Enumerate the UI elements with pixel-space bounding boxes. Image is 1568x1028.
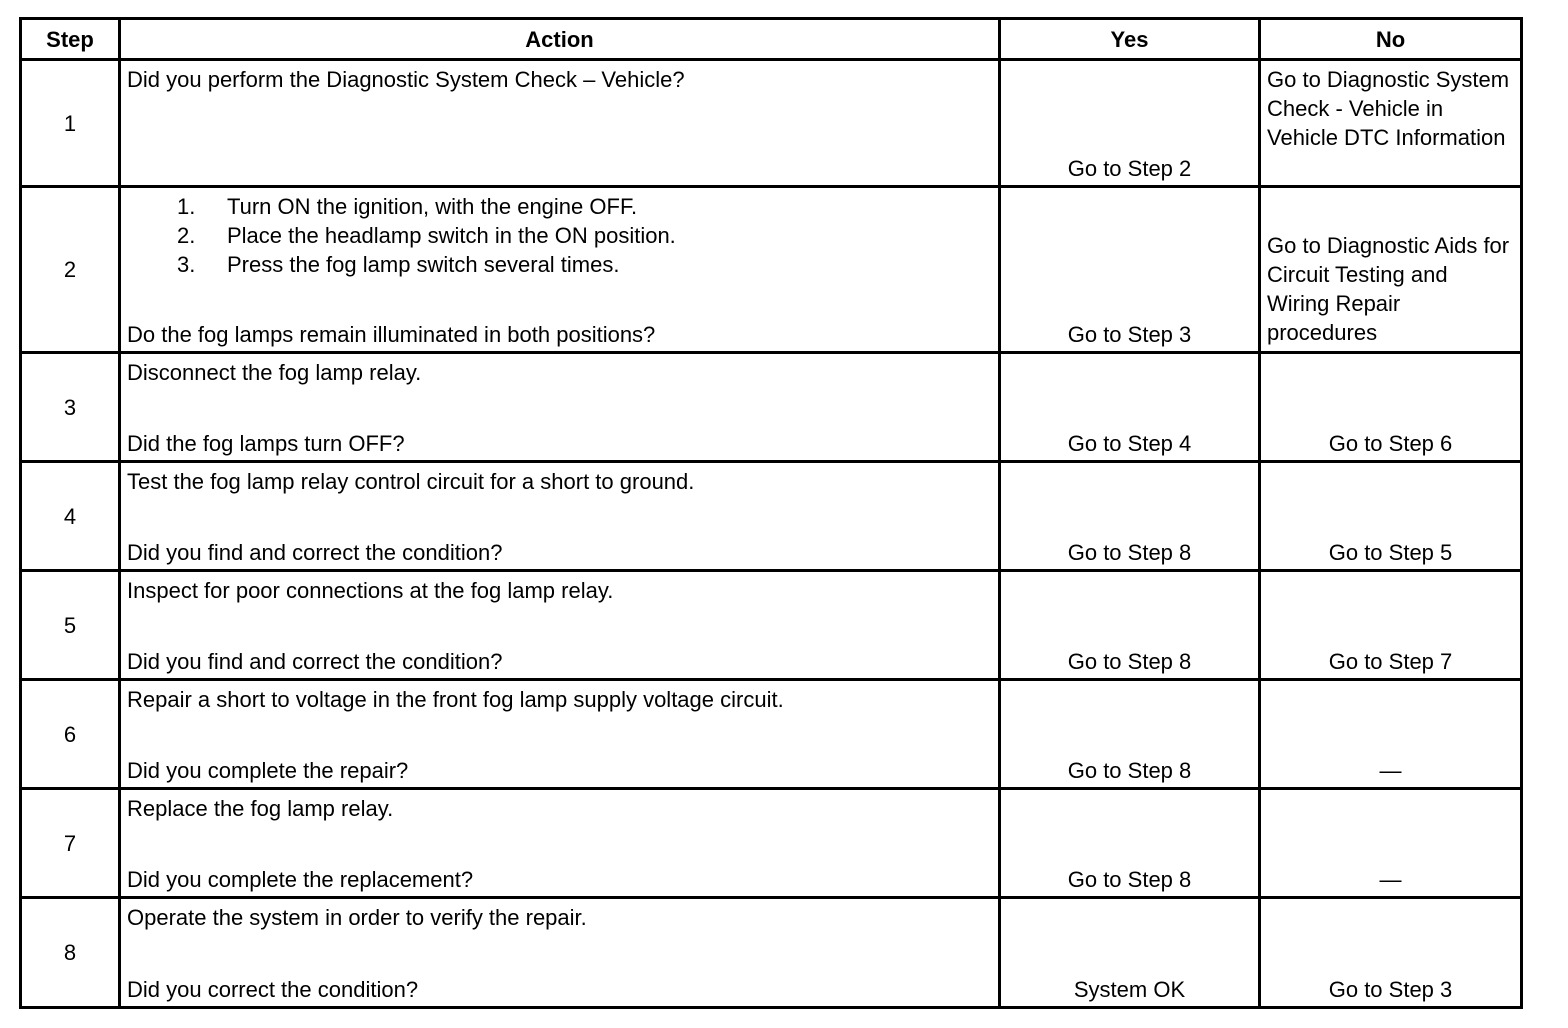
header-no: No xyxy=(1260,19,1522,60)
action-instruction: Disconnect the fog lamp relay. xyxy=(127,360,422,385)
no-text: Go to Diagnostic System Check - Vehicle in Vehicle DTC Information xyxy=(1267,67,1510,150)
no-cell xyxy=(1260,187,1522,353)
yes-text: Go to Step 2 xyxy=(1067,156,1192,181)
no-text: — xyxy=(1379,758,1402,783)
list-item: 2. Place the headlamp switch in the ON position. xyxy=(177,223,676,248)
action-steps-list xyxy=(127,192,992,279)
action-cell xyxy=(120,462,1000,571)
header-step: Step xyxy=(21,19,120,60)
no-text: Go to Step 5 xyxy=(1328,540,1453,565)
action-cell xyxy=(120,680,1000,789)
step-number: 3 xyxy=(21,353,120,462)
no-text: Go to Diagnostic Aids for Circuit Testing and Wiring Repair procedures xyxy=(1267,232,1510,345)
action-cell xyxy=(120,898,1000,1008)
step-number: 8 xyxy=(21,898,120,1008)
step-number: 2 xyxy=(21,187,120,353)
yes-cell xyxy=(1000,60,1260,187)
yes-text: System OK xyxy=(1073,977,1186,1002)
table-row xyxy=(21,898,1522,1008)
yes-cell xyxy=(1000,462,1260,571)
step-number: 7 xyxy=(21,789,120,898)
action-instruction: Operate the system in order to verify the repair. xyxy=(127,905,587,930)
action-instruction: Replace the fog lamp relay. xyxy=(127,796,394,821)
yes-text: Go to Step 8 xyxy=(1067,867,1192,892)
yes-text: Go to Step 3 xyxy=(1067,322,1192,347)
action-question: Did you find and correct the condition? xyxy=(127,540,503,565)
table-row xyxy=(21,60,1522,187)
action-question: Did the fog lamps turn OFF? xyxy=(127,431,405,456)
step-number: 4 xyxy=(21,462,120,571)
no-text: Go to Step 6 xyxy=(1328,431,1453,456)
no-cell xyxy=(1260,898,1522,1008)
no-text: Go to Step 3 xyxy=(1328,977,1453,1002)
diagnostic-table xyxy=(19,17,1523,1009)
step-number: 1 xyxy=(21,60,120,187)
action-cell xyxy=(120,789,1000,898)
yes-cell xyxy=(1000,571,1260,680)
yes-text: Go to Step 8 xyxy=(1067,649,1192,674)
action-question: Did you correct the condition? xyxy=(127,977,419,1002)
action-question: Did you complete the replacement? xyxy=(127,867,474,892)
header-action: Action xyxy=(120,19,1000,60)
table-row xyxy=(21,680,1522,789)
no-cell xyxy=(1260,353,1522,462)
table-row xyxy=(21,462,1522,571)
action-text: Did you perform the Diagnostic System Check – Vehicle? xyxy=(127,67,685,92)
yes-cell xyxy=(1000,898,1260,1008)
table-row xyxy=(21,571,1522,680)
action-cell xyxy=(120,187,1000,353)
no-cell xyxy=(1260,60,1522,187)
yes-text: Go to Step 4 xyxy=(1067,431,1192,456)
action-question: Did you complete the repair? xyxy=(127,758,409,783)
no-text: — xyxy=(1379,867,1402,892)
no-cell xyxy=(1260,680,1522,789)
yes-cell xyxy=(1000,353,1260,462)
yes-cell xyxy=(1000,680,1260,789)
table-row xyxy=(21,789,1522,898)
action-instruction: Inspect for poor connections at the fog lamp relay. xyxy=(127,578,614,603)
action-instruction: Repair a short to voltage in the front fog lamp supply voltage circuit. xyxy=(127,687,784,712)
yes-text: Go to Step 8 xyxy=(1067,758,1192,783)
no-text: Go to Step 7 xyxy=(1328,649,1453,674)
action-cell xyxy=(120,571,1000,680)
no-cell xyxy=(1260,571,1522,680)
action-instruction: Test the fog lamp relay control circuit for a short to ground. xyxy=(127,469,695,494)
step-number: 6 xyxy=(21,680,120,789)
yes-text: Go to Step 8 xyxy=(1067,540,1192,565)
step-number: 5 xyxy=(21,571,120,680)
yes-cell xyxy=(1000,187,1260,353)
action-question: Do the fog lamps remain illuminated in both positions? xyxy=(127,322,656,347)
action-cell xyxy=(120,60,1000,187)
table-row xyxy=(21,353,1522,462)
yes-cell xyxy=(1000,789,1260,898)
table-row xyxy=(21,187,1522,353)
action-cell xyxy=(120,353,1000,462)
list-item: 1. Turn ON the ignition, with the engine OFF. xyxy=(177,194,638,219)
header-yes: Yes xyxy=(1000,19,1260,60)
header-row xyxy=(21,19,1522,60)
action-question: Did you find and correct the condition? xyxy=(127,649,503,674)
list-item: 3. Press the fog lamp switch several times. xyxy=(177,252,620,277)
no-cell xyxy=(1260,462,1522,571)
no-cell xyxy=(1260,789,1522,898)
